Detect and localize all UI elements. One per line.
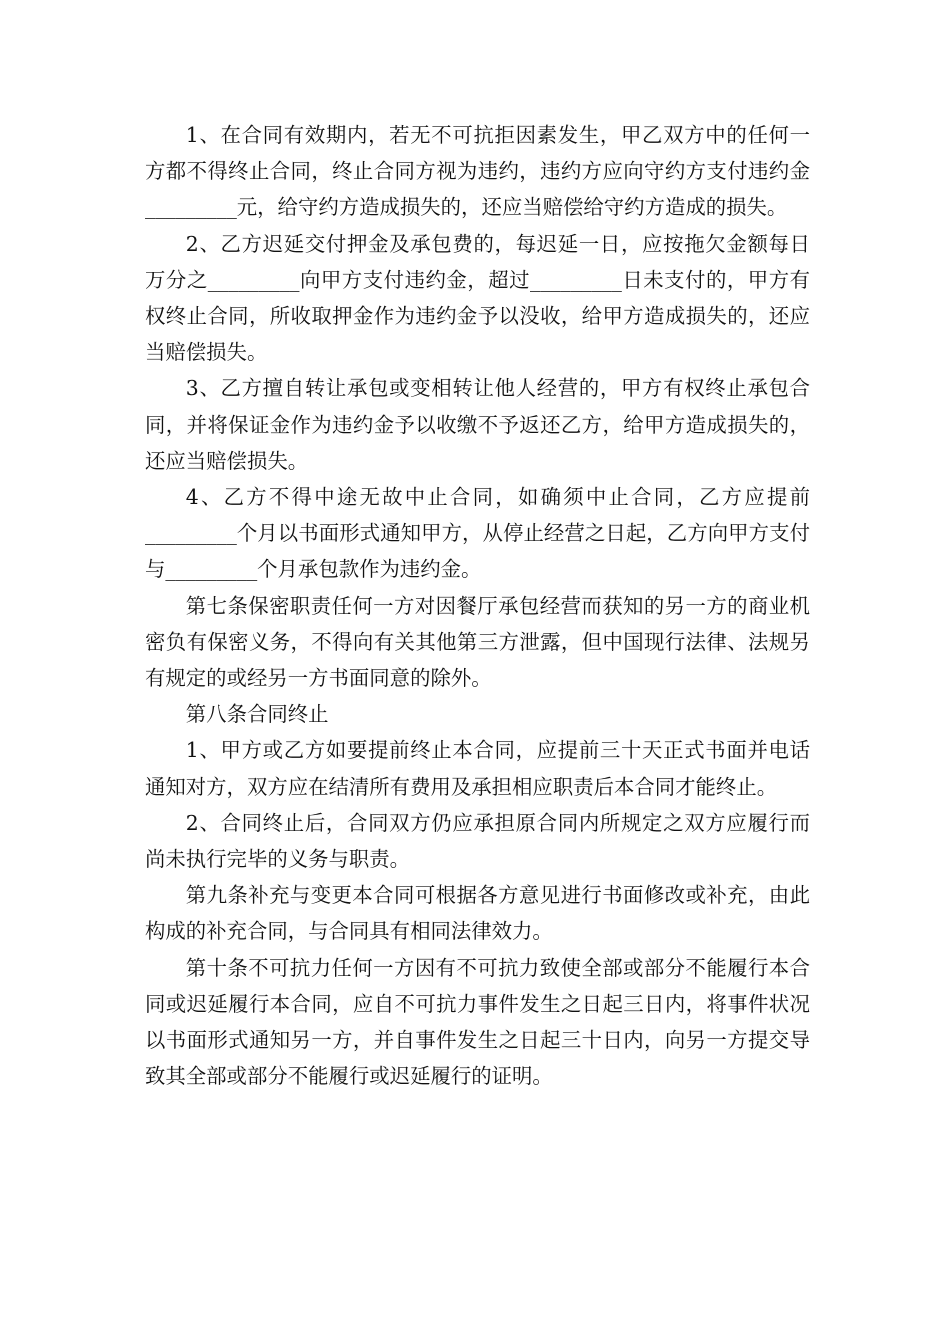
paragraph-penalty-2: 2、乙方迟延交付押金及承包费的，每迟延一日，应按拖欠金额每日万分之_________向甲方支付违约金，超过_________日未支付的，甲方有权终止合同，所收取押金作为违约金予以没收，给甲方造成损失的，还应当赔偿损失。 <box>145 231 810 365</box>
paragraph-article-10: 第十条不可抗力任何一方因有不可抗力致使全部或部分不能履行本合同或迟延履行本合同，应自不可抗力事件发生之日起三日内，将事件状况以书面形式通知另一方，并自事件发生之日起三十日内，向另一方提交导致其全部或部分不能履行或迟延履行的证明。 <box>145 955 810 1089</box>
paragraph-article-9: 第九条补充与变更本合同可根据各方意见进行书面修改或补充，由此构成的补充合同，与合同具有相同法律效力。 <box>145 883 810 944</box>
heading-article-8: 第八条合同终止 <box>185 702 329 727</box>
document-body <box>145 117 810 1094</box>
paragraph-termination-2: 2、合同终止后，合同双方仍应承担原合同内所规定之双方应履行而尚未执行完毕的义务与职责。 <box>145 810 810 872</box>
paragraph-termination-1: 1、甲方或乙方如要提前终止本合同，应提前三十天正式书面并电话通知对方，双方应在结清所有费用及承担相应职责后本合同才能终止。 <box>145 738 810 799</box>
paragraph-article-7: 第七条保密职责任何一方对因餐厅承包经营而获知的另一方的商业机密负有保密义务，不得向有关其他第三方泄露，但中国现行法律、法规另有规定的或经另一方书面同意的除外。 <box>145 593 810 691</box>
paragraph-penalty-3: 3、乙方擅自转让承包或变相转让他人经营的，甲方有权终止承包合同，并将保证金作为违约金予以收缴不予返还乙方，给甲方造成损失的，还应当赔偿损失。 <box>145 376 810 473</box>
paragraph-penalty-4: 4、乙方不得中途无故中止合同，如确须中止合同，乙方应提前_________个月以书面形式通知甲方，从停止经营之日起，乙方向甲方支付与_________个月承包款作为违约金。 <box>145 485 810 582</box>
paragraph-penalty-1: 1、在合同有效期内，若无不可抗拒因素发生，甲乙双方中的任何一方都不得终止合同，终止合同方视为违约，违约方应向守约方支付违约金_________元，给守约方造成损失的，还应当赔偿给守约方造成的损失。 <box>145 123 810 220</box>
